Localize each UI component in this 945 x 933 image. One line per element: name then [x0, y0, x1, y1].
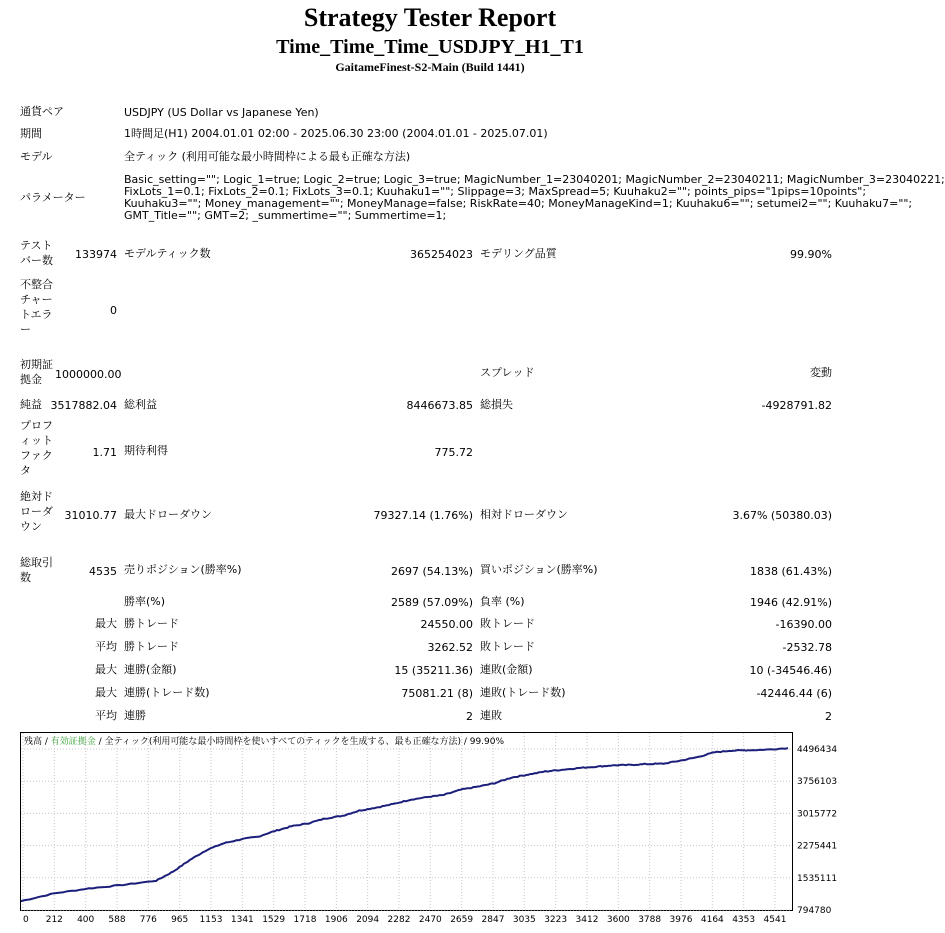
x-tick-label: 2659 — [450, 915, 474, 925]
short-positions-label: 売りポジション(勝率%) — [124, 563, 242, 576]
largest-loss-value: -16390.00 — [775, 618, 832, 631]
largest-loss-label: 敗トレード — [480, 617, 535, 630]
y-tick-label: 2275441 — [797, 841, 838, 852]
report-title: Strategy Tester Report — [303, 3, 557, 32]
avg-win-value: 3262.52 — [427, 641, 473, 654]
y-tick-label: 4496434 — [797, 745, 838, 755]
avg-cons-loss-label: 連敗 — [480, 709, 502, 722]
x-tick-label: 4541 — [763, 915, 787, 925]
max-label: 最大 — [95, 686, 117, 699]
deposit-label: 初期証 拠金 — [20, 358, 53, 386]
avg-cons-win-value: 2 — [466, 710, 473, 723]
rel-drawdown-label: 相対ドローダウン — [480, 508, 568, 521]
net-profit-label: 純益 — [20, 398, 42, 411]
max-drawdown-label: 最大ドローダウン — [124, 508, 212, 521]
mismatch-value: 0 — [110, 304, 117, 317]
x-tick-label: 3976 — [669, 915, 693, 925]
gross-loss-label: 総損失 — [480, 398, 513, 411]
cons-wins-value: 15 (35211.36) — [394, 664, 473, 677]
y-tick-label: 794780 — [797, 906, 832, 916]
largest-win-value: 24550.00 — [420, 618, 473, 631]
symbol-label: 通貨ペア — [20, 105, 64, 118]
model-value: 全ティック (利用可能な最小時間枠による最も正確な方法) — [124, 150, 411, 163]
x-tick-label: 1341 — [230, 915, 254, 925]
gross-loss-value: -4928791.82 — [761, 399, 832, 412]
legend-sep: / — [460, 737, 470, 747]
legend-sep: / — [42, 737, 51, 747]
x-tick-label: 1906 — [324, 915, 348, 925]
expected-payoff-label: 期待利得 — [124, 444, 168, 457]
spread-value: 変動 — [810, 366, 832, 379]
ticks-value: 365254023 — [410, 248, 473, 261]
cons-profit-label: 連勝(トレード数) — [124, 686, 210, 699]
x-tick-label: 776 — [139, 915, 157, 925]
long-positions-value: 1838 (61.43%) — [749, 565, 832, 578]
spread-label: スプレッド — [480, 366, 535, 379]
y-tick-label: 1535111 — [797, 873, 838, 884]
rel-drawdown-value: 3.67% (50380.03) — [732, 509, 832, 522]
y-tick-label: 3015772 — [797, 809, 838, 820]
win-rate-value: 2589 (57.09%) — [390, 596, 473, 609]
x-tick-label: 1153 — [199, 915, 223, 925]
legend-equity: 有効証拠金 — [50, 737, 96, 747]
cons-losses-label: 連敗(金額) — [480, 663, 533, 676]
avg-win-label: 勝トレード — [124, 640, 179, 653]
x-axis-labels — [23, 915, 786, 925]
avg-label: 平均 — [95, 640, 117, 653]
quality-label: モデリング品質 — [480, 247, 557, 260]
avg-label: 平均 — [95, 709, 117, 722]
total-trades-label: 総取引 数 — [20, 556, 53, 584]
short-positions-value: 2697 (54.13%) — [390, 565, 473, 578]
params-line: FixLots_1=0.1; FixLots_2=0.1; FixLots_3=0.1; Kuuhaku1=""; Slippage=3; MaxSpread=5; Kuuhaku2=""; points_pips="1pips=10points"; — [124, 185, 867, 198]
loss-rate-label: 負率 (%) — [480, 595, 525, 608]
y-axis-labels — [797, 745, 837, 916]
x-tick-label: 1529 — [262, 915, 286, 925]
balance-chart-svg — [20, 732, 860, 933]
x-tick-label: 3223 — [544, 915, 568, 925]
params-line: GMT_Title=""; GMT=2; _summertime=""; Summertime=1; — [124, 209, 447, 222]
loss-rate-value: 1946 (42.91%) — [749, 596, 832, 609]
params-line: Kuuhaku3=""; Money_management=""; MoneyManage=false; RiskRate=40; MoneyManageKind=1; Kuuhaku6=""; setumei2=""; Kuuhaku7=""; — [124, 197, 913, 210]
x-tick-label: 1718 — [293, 915, 317, 925]
x-tick-label: 2470 — [418, 915, 442, 925]
cons-loss-value: -42446.44 (6) — [756, 687, 832, 700]
expected-payoff-value: 775.72 — [434, 446, 473, 459]
profit-factor-value: 1.71 — [92, 446, 117, 459]
model-label: モデル — [20, 150, 53, 163]
legend-quality: 99.90% — [469, 737, 505, 747]
cons-loss-label: 連敗(トレード数) — [480, 686, 566, 699]
avg-cons-win-label: 連勝 — [124, 709, 146, 722]
legend-balance: 残高 — [24, 737, 43, 747]
period-label: 期間 — [20, 127, 42, 140]
x-tick-label: 588 — [108, 915, 126, 925]
params-label: パラメーター — [20, 191, 86, 204]
symbol-value: USDJPY (US Dollar vs Japanese Yen) — [124, 106, 319, 119]
x-tick-label: 2094 — [356, 915, 380, 925]
cons-profit-value: 75081.21 (8) — [401, 687, 473, 700]
x-tick-label: 0 — [23, 915, 29, 925]
period-value: 1時間足(H1) 2004.01.01 02:00 - 2025.06.30 23:00 (2004.01.01 - 2025.07.01) — [124, 127, 548, 140]
x-tick-label: 3035 — [512, 915, 536, 925]
total-trades-value: 4535 — [89, 565, 117, 578]
report-subtitle: Time_Time_Time_USDJPY_H1_T1 — [276, 36, 584, 58]
max-label: 最大 — [95, 663, 117, 676]
largest-win-label: 勝トレード — [124, 617, 179, 630]
y-tick-label: 3756103 — [797, 777, 838, 788]
x-tick-label: 3412 — [575, 915, 599, 925]
bars-value: 133974 — [75, 248, 117, 261]
bars-label: テスト バー数 — [20, 239, 53, 267]
x-tick-label: 965 — [171, 915, 189, 925]
max-label: 最大 — [95, 617, 117, 630]
avg-cons-loss-value: 2 — [825, 710, 832, 723]
cons-wins-label: 連勝(金額) — [124, 663, 177, 676]
x-tick-label: 2282 — [387, 915, 411, 925]
legend-model: 全ティック(利用可能な最小時間枠を使いすべてのティックを生成する、最も正確な方法) — [104, 737, 461, 747]
x-tick-label: 3788 — [638, 915, 662, 925]
abs-drawdown-value: 31010.77 — [64, 509, 117, 522]
x-tick-label: 4164 — [700, 915, 724, 925]
quality-value: 99.90% — [790, 248, 832, 261]
x-tick-label: 4353 — [732, 915, 756, 925]
net-profit-value: 3517882.04 — [50, 399, 117, 412]
legend-sep: / — [95, 737, 105, 747]
x-tick-label: 400 — [77, 915, 95, 925]
abs-drawdown-label: 絶対ド ローダ ウン — [20, 490, 53, 533]
mismatch-label: 不整合 チャー トエラ ー — [20, 278, 53, 336]
gross-profit-value: 8446673.85 — [406, 399, 473, 412]
avg-loss-value: -2532.78 — [782, 641, 832, 654]
server-build: GaitameFinest-S2-Main (Build 1441) — [335, 60, 525, 74]
ticks-label: モデルティック数 — [124, 247, 211, 260]
cons-losses-value: 10 (-34546.46) — [749, 664, 832, 677]
x-tick-label: 212 — [45, 915, 63, 925]
long-positions-label: 買いポジション(勝率%) — [480, 563, 598, 576]
avg-loss-label: 敗トレード — [480, 640, 535, 653]
x-tick-label: 3600 — [606, 915, 630, 925]
params-line: Basic_setting=""; Logic_1=true; Logic_2=true; Logic_3=true; MagicNumber_1=23040201; MagicNumber_2=23040211; MagicNumber_3=23040221; — [124, 173, 945, 186]
win-rate-label: 勝率(%) — [124, 595, 166, 608]
deposit-value: 1000000.00 — [55, 368, 122, 381]
profit-factor-label: プロフ ィット ファク タ — [20, 419, 53, 477]
chart-legend — [24, 735, 504, 747]
balance-chart — [20, 732, 860, 933]
gross-profit-label: 総利益 — [124, 398, 157, 411]
max-drawdown-value: 79327.14 (1.76%) — [373, 509, 473, 522]
x-tick-label: 2847 — [481, 915, 505, 925]
